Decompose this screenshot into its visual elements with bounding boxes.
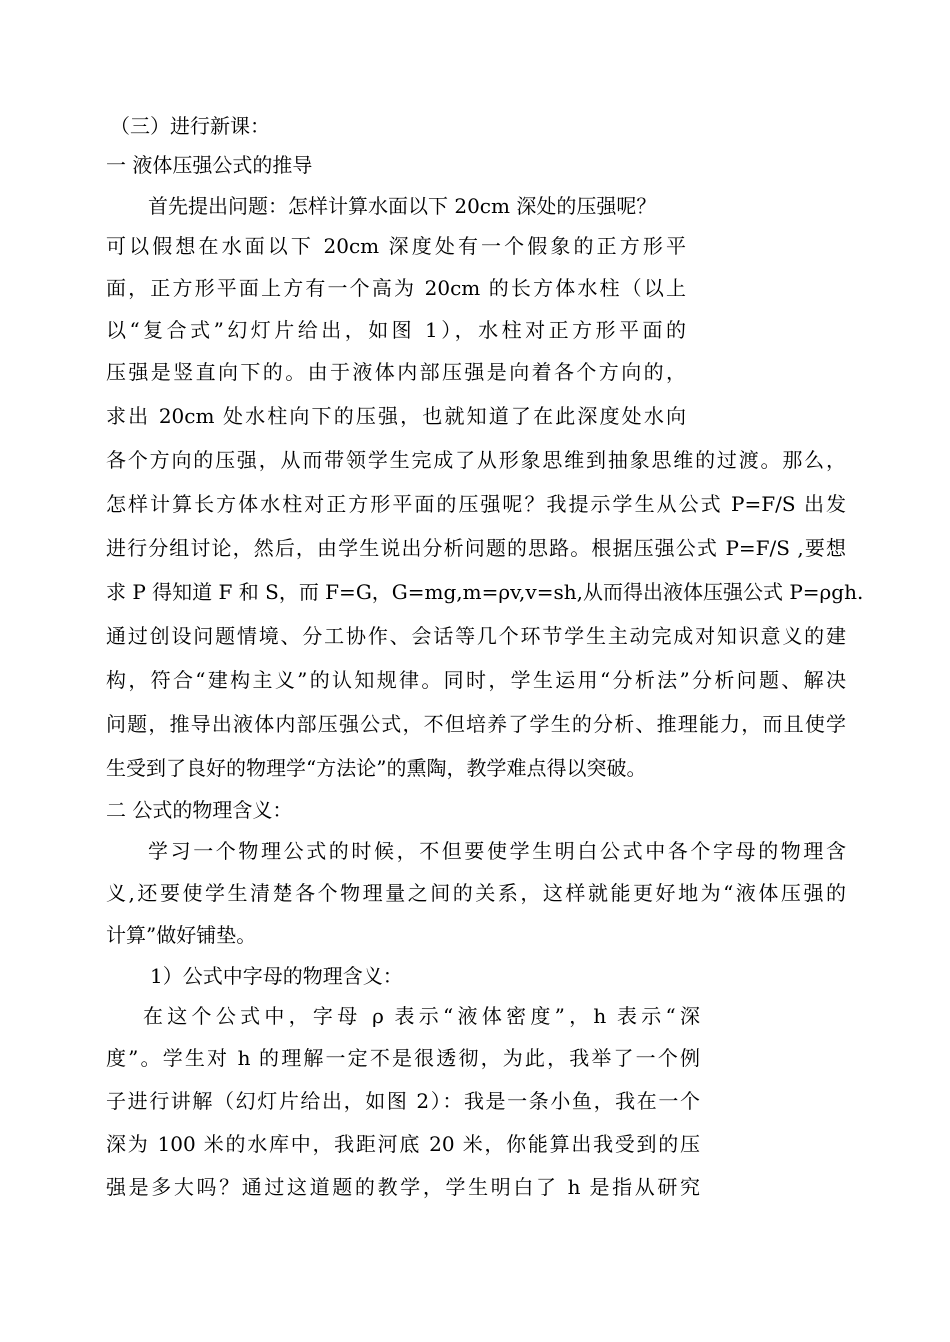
paragraph-line: 生受到了良好的物理学“方法论”的熏陶，教学难点得以突破。 [106, 756, 647, 780]
paragraph-line: 怎样计算长方体水柱对正方形平面的压强呢？我提示学生从公式 P=F/S 出发 [106, 492, 846, 516]
paragraph-line: 度”。学生对 h 的理解一定不是很透彻，为此，我举了一个例 [106, 1046, 700, 1070]
paragraph-line: 学习一个物理公式的时候，不但要使学生明白公式中各个字母的物理含 [148, 839, 846, 863]
paragraph-line: 问题，推导出液体内部压强公式，不但培养了学生的分析、推理能力，而且使学 [106, 712, 846, 736]
paragraph-line: 求出 20cm 处水柱向下的压强，也就知道了在此深度处水向 [106, 404, 686, 428]
paragraph-line: 深为 100 米的水库中，我距河底 20 米，你能算出我受到的压 [106, 1132, 700, 1156]
paragraph-line: 在这个公式中，字母 ρ 表示“液体密度”，h 表示“深 [143, 1004, 700, 1028]
paragraph-line: 各个方向的压强，从而带领学生完成了从形象思维到抽象思维的过渡。那么， [106, 448, 846, 472]
section2-title: 二 公式的物理含义： [106, 798, 293, 822]
paragraph-line: 义,还要使学生清楚各个物理量之间的关系，这样就能更好地为“液体压强的 [106, 881, 846, 905]
paragraph-line: 计算”做好铺垫。 [106, 923, 257, 947]
section1-title: 一 液体压强公式的推导 [106, 153, 313, 177]
paragraph-line: 构，符合“建构主义”的认知规律。同时，学生运用“分析法”分析问题、解决 [106, 668, 846, 692]
subsection-title: 1）公式中字母的物理含义： [150, 964, 403, 988]
paragraph-line: 面，正方形平面上方有一个高为 20cm 的长方体水柱（以上 [106, 276, 686, 300]
paragraph-line: 压强是竖直向下的。由于液体内部压强是向着各个方向的， [106, 360, 686, 384]
paragraph-line: 首先提出问题：怎样计算水面以下 20cm 深处的压强呢？ [148, 194, 657, 218]
paragraph-line: 以“复合式”幻灯片给出，如图 1），水柱对正方形平面的 [106, 318, 686, 342]
paragraph-line: 进行分组讨论，然后，由学生说出分析问题的思路。根据压强公式 P=F/S ,要想 [106, 536, 846, 560]
paragraph-line: 可以假想在水面以下 20cm 深度处有一个假象的正方形平 [106, 234, 686, 258]
paragraph-line: 通过创设问题情境、分工协作、会话等几个环节学生主动完成对知识意义的建 [106, 624, 846, 648]
paragraph-line: 子进行讲解（幻灯片给出，如图 2）：我是一条小鱼，我在一个 [106, 1089, 700, 1113]
paragraph-line: 强是多大吗？通过这道题的教学，学生明白了 h 是指从研究 [106, 1175, 700, 1199]
paragraph-line: 求 P 得知道 F 和 S，而 F=G，G=mg,m=ρv,v=sh,从而得出液体压强公式 P=ρgh. [106, 580, 864, 604]
section-heading: （三）进行新课： [110, 114, 270, 138]
